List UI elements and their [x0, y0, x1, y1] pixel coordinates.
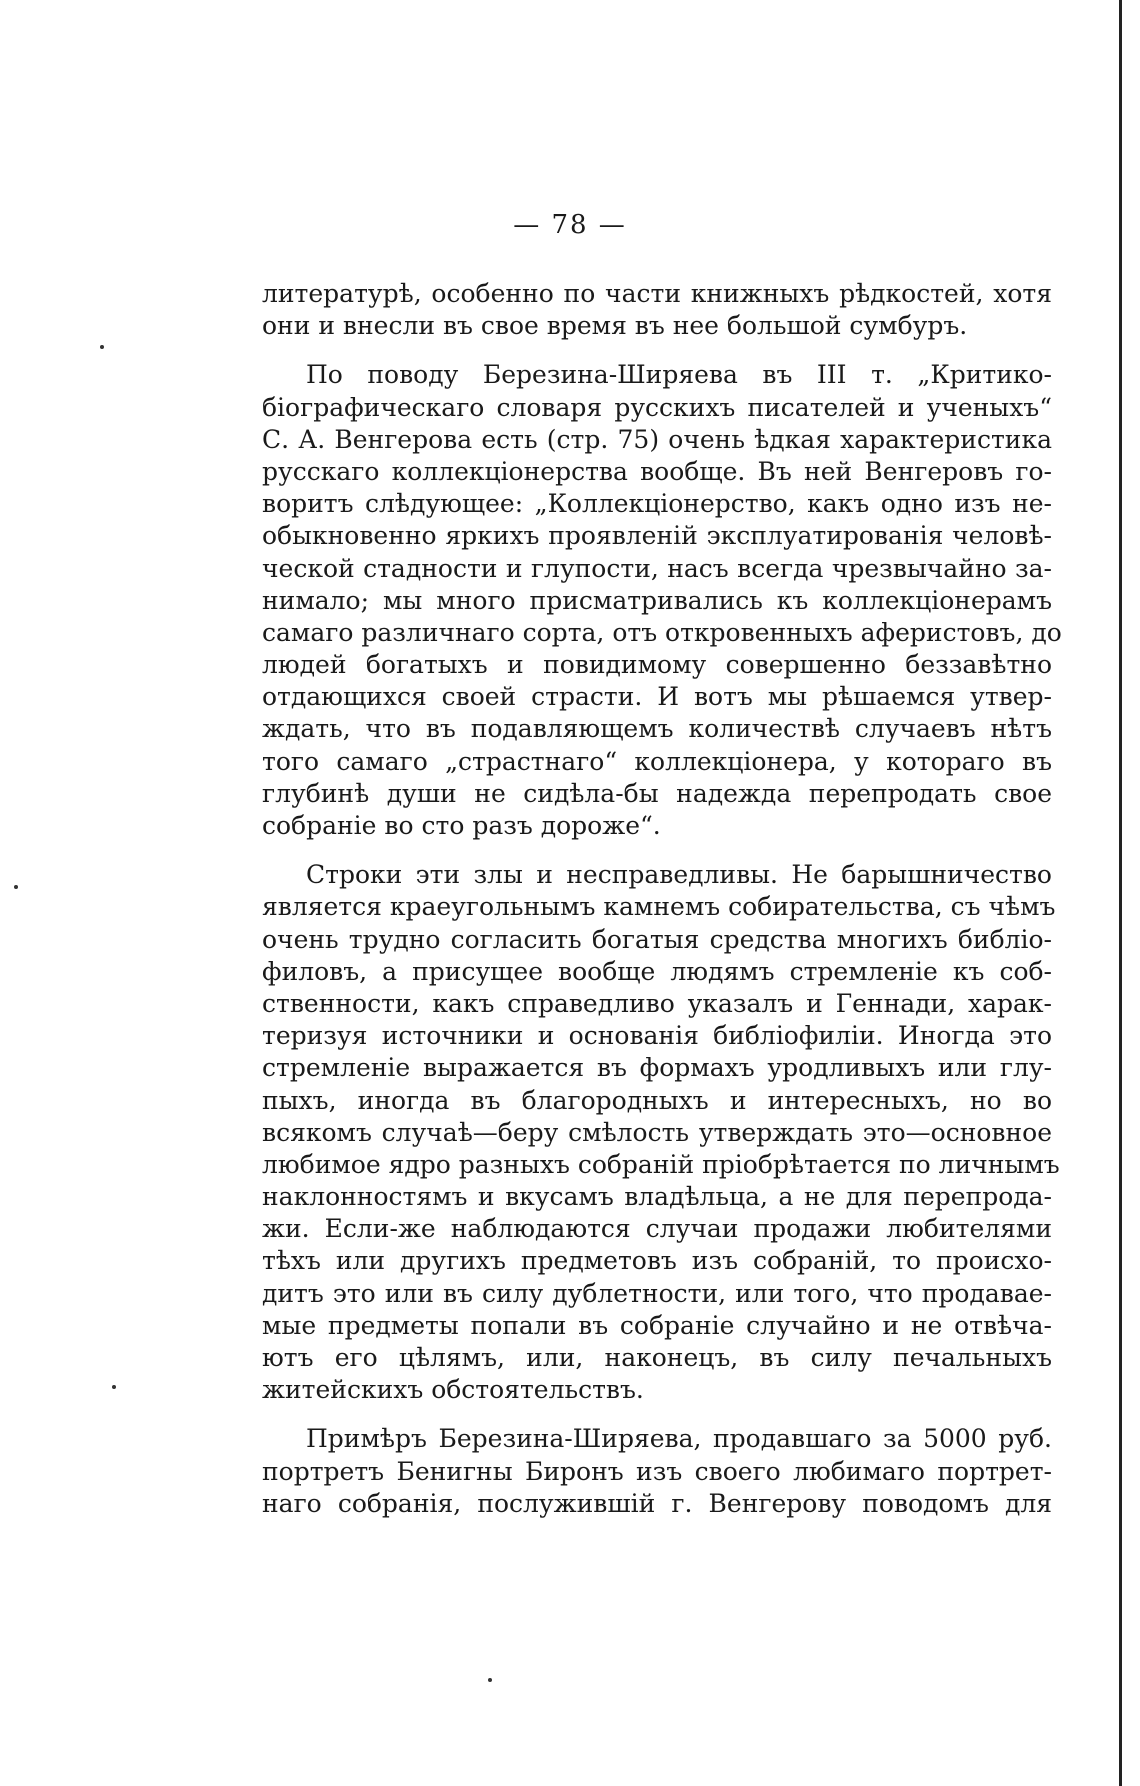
text-line: обыкновенно яркихъ проявленій эксплуатированія человѣ- [262, 521, 1052, 551]
page-edge-line [1119, 0, 1122, 1786]
text-line: тѣхъ или другихъ предметовъ изъ собраній, то происхо- [262, 1246, 1052, 1276]
text-line: дитъ это или въ силу дублетности, или того, что продавае- [262, 1278, 1052, 1308]
text-line: является краеугольнымъ камнемъ собирательства, съ чѣмъ [262, 892, 1056, 922]
scan-speck [488, 1678, 492, 1682]
text-line: Примѣръ Березина-Ширяева, продавшаго за 5000 руб. [306, 1424, 1052, 1454]
paragraph [262, 278, 1052, 342]
text-line: глубинѣ души не сидѣла-бы надежда перепродать свое [262, 778, 1052, 808]
paragraph [262, 359, 1062, 842]
text-line: стремленіе выражается въ формахъ уродливыхъ или глу- [262, 1053, 1052, 1083]
text-line: нимало; мы много присматривались къ коллекціонерамъ [262, 585, 1052, 615]
text-line: наклонностямъ и вкусамъ владѣльца, а не для перепрода- [262, 1182, 1052, 1212]
text-line: всякомъ случаѣ—беру смѣлость утверждать это—основное [262, 1117, 1052, 1147]
text-line: собраніе во сто разъ дороже“. [262, 811, 661, 840]
scan-speck [112, 1385, 116, 1389]
paragraph [262, 859, 1060, 1406]
text-line: С. А. Венгерова есть (стр. 75) очень ѣдкая характеристика [262, 424, 1052, 454]
text-line: ждать, что въ подавляющемъ количествѣ случаевъ нѣтъ [262, 714, 1052, 744]
text-line: мые предметы попали въ собраніе случайно и не отвѣча- [262, 1310, 1052, 1340]
text-line: ческой стадности и глупости, насъ всегда чрезвычайно за- [262, 553, 1052, 583]
text-line: литературѣ, особенно по части книжныхъ рѣдкостей, хотя [262, 279, 1052, 308]
text-line: очень трудно согласить богатыя средства многихъ библіо- [262, 924, 1052, 954]
text-line: наго собранія, послужившій г. Венгерову поводомъ для [262, 1488, 1052, 1518]
text-line: любимое ядро разныхъ собраній пріобрѣтается по личнымъ [262, 1149, 1060, 1179]
body-text [262, 278, 1062, 1520]
text-line: портретъ Бенигны Биронъ изъ своего любимаго портрет- [262, 1456, 1052, 1486]
text-line: жи. Если-же наблюдаются случаи продажи любителями [262, 1214, 1052, 1244]
text-line: ственности, какъ справедливо указалъ и Геннади, харак- [262, 988, 1052, 1018]
text-line: пыхъ, иногда въ благородныхъ и интересныхъ, но во [262, 1085, 1052, 1115]
text-line: людей богатыхъ и повидимому совершенно беззавѣтно [262, 650, 1052, 680]
text-line: Строки эти злы и несправедливы. Не барышничество [306, 860, 1052, 890]
scan-speck [14, 885, 18, 889]
text-line: русскаго коллекціонерства вообще. Въ ней Венгеровъ го- [262, 456, 1052, 486]
text-line: того самаго „страстнаго“ коллекціонера, у котораго въ [262, 746, 1052, 776]
text-line: ютъ его цѣлямъ, или, наконецъ, въ силу печальныхъ [262, 1343, 1052, 1372]
text-line: они и внесли въ свое время въ нее большой сумбуръ. [262, 311, 968, 341]
text-line: теризуя источники и основанія библіофиліи. Иногда это [262, 1021, 1052, 1051]
page-number: — 78 — [513, 210, 627, 240]
text-line: біографическаго словаря русскихъ писателей и ученыхъ“ [262, 392, 1052, 422]
text-line: филовъ, а присущее вообще людямъ стремленіе къ соб- [262, 956, 1052, 986]
text-line: воритъ слѣдующее: „Коллекціонерство, какъ одно изъ не- [262, 489, 1052, 519]
text-line: житейскихъ обстоятельствъ. [262, 1375, 644, 1405]
scan-speck [100, 345, 104, 349]
text-line: отдающихся своей страсти. И вотъ мы рѣшаемся утвер- [262, 682, 1052, 712]
text-line: По поводу Березина-Ширяева въ III т. „Критико- [306, 360, 1052, 390]
paragraph [262, 1423, 1052, 1520]
text-line: самаго различнаго сорта, отъ откровенныхъ аферистовъ, до [262, 617, 1062, 647]
